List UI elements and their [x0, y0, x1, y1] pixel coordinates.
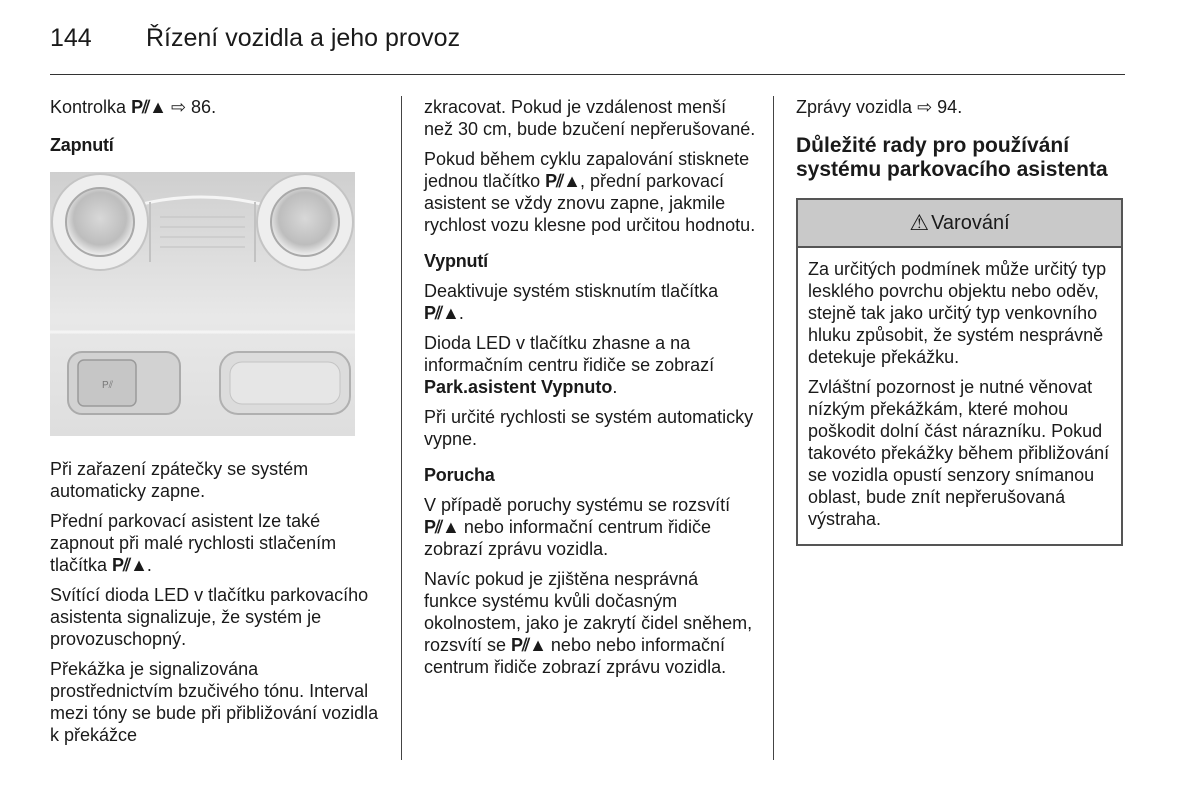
paragraph: Při zařazení zpátečky se systém automaticky zapne.	[50, 459, 309, 501]
paragraph: Deaktivuje systém stisknutím tlačítka P⫽▲.	[424, 281, 719, 323]
paragraph: Navíc pokud je zjištěna nesprávná funkce systému kvůli dočasným okolnostem, jako je zakrytí čidel sněhem, rozsvítí se P⫽▲ nebo nebo informační centrum řidiče zobrazí zprávu vozidla.	[424, 569, 753, 677]
dashboard-button-photo	[50, 172, 355, 436]
paragraph: V případě poruchy systému se rozsvítí P⫽▲ nebo informační centrum řidiče zobrazí zprávu vozidla.	[424, 495, 731, 559]
page-header	[50, 24, 460, 53]
column-1	[50, 96, 380, 754]
park-assist-icon: P⫽▲	[424, 303, 459, 323]
photo-button-label: P⫽	[102, 380, 114, 391]
warning-title: Varování	[931, 212, 1010, 234]
park-assist-icon: P⫽▲	[511, 635, 546, 655]
page-title: Řízení vozidla a jeho provoz	[146, 24, 461, 52]
reference-arrow-icon: ⇨	[170, 97, 187, 117]
warning-triangle-icon: ⚠	[909, 210, 930, 235]
zpravy-line: Zprávy vozidla ⇨ 94.	[796, 97, 963, 117]
paragraph: Překážka je signalizována prostřednictvím bzučivého tónu. Interval mezi tóny se bude při přibližování vozidla k překážce	[50, 659, 379, 745]
paragraph: Dioda LED v tlačítku zhasne a na informačním centru řidiče se zobrazí Park.asistent Vypnuto.	[424, 333, 715, 397]
paragraph: zkracovat. Pokud je vzdálenost menší než 30 cm, bude bzučení nepřerušované.	[424, 97, 756, 139]
display-message: Park.asistent Vypnuto	[424, 377, 613, 397]
column-divider-1	[401, 96, 402, 760]
park-assist-icon: P⫽▲	[112, 555, 147, 575]
park-assist-icon: P⫽▲	[131, 97, 166, 117]
kontrolka-line: Kontrolka P⫽▲ ⇨ 86.	[50, 97, 217, 117]
column-2	[424, 96, 756, 686]
column-divider-2	[773, 96, 774, 760]
warning-box	[796, 198, 1123, 546]
park-assist-icon: P⫽▲	[424, 517, 459, 537]
paragraph: Svítící dioda LED v tlačítku parkovacího asistenta signalizuje, že systém je provozuschopný.	[50, 585, 369, 649]
section-heading-zapnuti: Zapnutí	[50, 135, 114, 155]
paragraph: Přední parkovací asistent lze také zapnout při malé rychlosti stlačením tlačítka P⫽▲.	[50, 511, 337, 575]
reference-arrow-icon: ⇨	[917, 97, 933, 117]
column-3	[796, 96, 1126, 546]
paragraph: Pokud během cyklu zapalování stisknete jednou tlačítko P⫽▲, přední parkovací asistent se vždy znovu zapne, jakmile rychlost vozu klesne pod určitou hodnotu.	[424, 149, 756, 235]
park-assist-icon: P⫽▲	[545, 171, 580, 191]
warning-paragraph: Zvláštní pozornost je nutné věnovat nízkým překážkám, které mohou poškodit dolní část nárazníku. Pokud takovéto překážky během přibližování se vozidla opustí senzory snímanou oblast, bude znít nepřerušovaná výstraha.	[808, 377, 1110, 529]
header-rule	[50, 74, 1125, 75]
warning-paragraph: Za určitých podmínek může určitý typ lesklého povrchu objektu nebo oděv, stejně tak jako určitý typ venkovního hluku způsobit, že systém nesprávně detekuje překážku.	[808, 259, 1107, 367]
page-number: 144	[50, 24, 92, 52]
warning-header	[798, 200, 1121, 248]
paragraph: Při určité rychlosti se systém automaticky vypne.	[424, 407, 754, 449]
warning-body	[798, 248, 1121, 544]
section-heading-vypnuti: Vypnutí	[424, 251, 488, 271]
section-heading-porucha: Porucha	[424, 465, 495, 485]
section-heading: Důležité rady pro používání systému parkovacího asistenta	[796, 134, 1108, 181]
